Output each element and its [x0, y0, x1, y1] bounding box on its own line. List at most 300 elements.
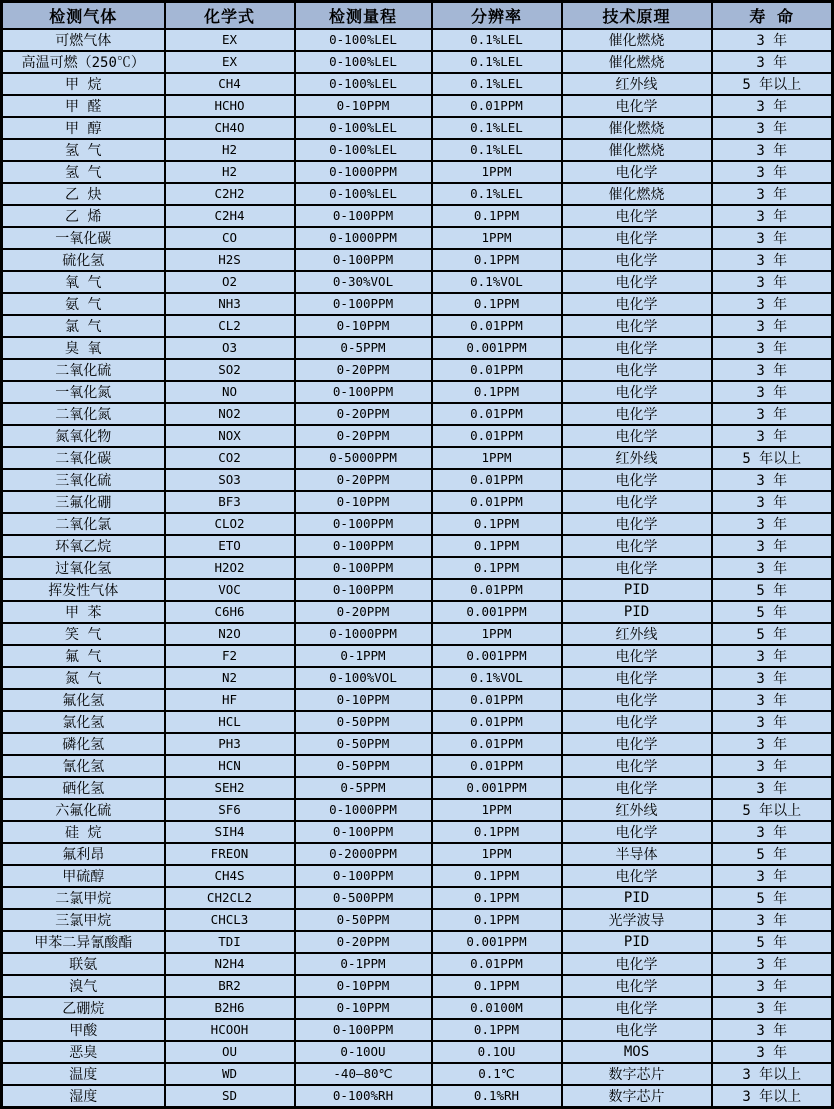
cell-resolution: 1PPM: [432, 623, 562, 645]
cell-formula: CH2CL2: [165, 887, 295, 909]
cell-gas: 乙硼烷: [2, 997, 165, 1019]
cell-formula: FREON: [165, 843, 295, 865]
cell-principle: 电化学: [562, 249, 712, 271]
cell-range: 0-100PPM: [295, 513, 432, 535]
cell-gas: 挥发性气体: [2, 579, 165, 601]
cell-resolution: 0.1PPM: [432, 535, 562, 557]
cell-principle: 电化学: [562, 777, 712, 799]
cell-resolution: 1PPM: [432, 799, 562, 821]
table-row: [2, 909, 833, 931]
table-row: [2, 293, 833, 315]
cell-resolution: 0.001PPM: [432, 777, 562, 799]
cell-gas: 甲 烷: [2, 73, 165, 95]
cell-resolution: 0.01PPM: [432, 689, 562, 711]
cell-principle: 电化学: [562, 425, 712, 447]
cell-gas: 臭 氧: [2, 337, 165, 359]
cell-formula: B2H6: [165, 997, 295, 1019]
cell-principle: 催化燃烧: [562, 183, 712, 205]
cell-formula: CL2: [165, 315, 295, 337]
cell-principle: 电化学: [562, 161, 712, 183]
cell-range: 0-10PPM: [295, 491, 432, 513]
cell-gas: 乙 炔: [2, 183, 165, 205]
cell-formula: N2H4: [165, 953, 295, 975]
cell-range: 0-10PPM: [295, 95, 432, 117]
table-row: [2, 139, 833, 161]
cell-formula: NO: [165, 381, 295, 403]
cell-gas: 氟 气: [2, 645, 165, 667]
cell-life: 3 年: [712, 711, 833, 733]
cell-gas: 甲 醇: [2, 117, 165, 139]
cell-gas: 乙 烯: [2, 205, 165, 227]
cell-resolution: 0.1%LEL: [432, 73, 562, 95]
cell-gas: 笑 气: [2, 623, 165, 645]
cell-formula: CLO2: [165, 513, 295, 535]
cell-range: 0-100%VOL: [295, 667, 432, 689]
cell-range: 0-20PPM: [295, 403, 432, 425]
cell-gas: 硒化氢: [2, 777, 165, 799]
cell-life: 5 年以上: [712, 447, 833, 469]
table-row: [2, 733, 833, 755]
cell-resolution: 0.1%LEL: [432, 183, 562, 205]
table-row: [2, 403, 833, 425]
cell-resolution: 0.1%VOL: [432, 271, 562, 293]
cell-principle: 电化学: [562, 271, 712, 293]
cell-life: 3 年: [712, 755, 833, 777]
cell-resolution: 0.1PPM: [432, 865, 562, 887]
cell-range: -40—80℃: [295, 1063, 432, 1085]
table-row: [2, 843, 833, 865]
table-row: [2, 29, 833, 51]
cell-range: 0-10PPM: [295, 997, 432, 1019]
cell-principle: 催化燃烧: [562, 29, 712, 51]
cell-life: 5 年: [712, 601, 833, 623]
table-row: [2, 161, 833, 183]
table-row: [2, 953, 833, 975]
cell-formula: HCHO: [165, 95, 295, 117]
table-row: [2, 359, 833, 381]
table-row: [2, 557, 833, 579]
cell-life: 3 年以上: [712, 1063, 833, 1085]
table-row: [2, 579, 833, 601]
cell-range: 0-50PPM: [295, 733, 432, 755]
cell-gas: 二氧化氮: [2, 403, 165, 425]
cell-range: 0-100PPM: [295, 579, 432, 601]
cell-gas: 甲酸: [2, 1019, 165, 1041]
cell-resolution: 0.01PPM: [432, 733, 562, 755]
cell-life: 3 年: [712, 469, 833, 491]
table-row: [2, 469, 833, 491]
cell-range: 0-10PPM: [295, 975, 432, 997]
cell-life: 3 年: [712, 425, 833, 447]
cell-gas: 氢 气: [2, 161, 165, 183]
table-row: [2, 865, 833, 887]
cell-gas: 二氧化氯: [2, 513, 165, 535]
header-cell-principle: 技术原理: [562, 2, 712, 29]
cell-formula: BR2: [165, 975, 295, 997]
cell-range: 0-2000PPM: [295, 843, 432, 865]
cell-resolution: 0.1PPM: [432, 887, 562, 909]
table-row: [2, 975, 833, 997]
table-row: [2, 777, 833, 799]
cell-principle: 电化学: [562, 469, 712, 491]
cell-gas: 氮 气: [2, 667, 165, 689]
cell-principle: 电化学: [562, 865, 712, 887]
cell-principle: 红外线: [562, 447, 712, 469]
cell-range: 0-100%LEL: [295, 51, 432, 73]
table-row: [2, 95, 833, 117]
header-cell-resolution: 分辨率: [432, 2, 562, 29]
table-row: [2, 711, 833, 733]
cell-gas: 氟化氢: [2, 689, 165, 711]
cell-range: 0-5PPM: [295, 337, 432, 359]
cell-resolution: 0.01PPM: [432, 403, 562, 425]
cell-resolution: 1PPM: [432, 161, 562, 183]
table-row: [2, 821, 833, 843]
cell-life: 3 年: [712, 1041, 833, 1063]
cell-gas: 环氧乙烷: [2, 535, 165, 557]
cell-range: 0-100PPM: [295, 865, 432, 887]
cell-principle: 电化学: [562, 1019, 712, 1041]
cell-formula: ETO: [165, 535, 295, 557]
cell-gas: 磷化氢: [2, 733, 165, 755]
cell-range: 0-1PPM: [295, 953, 432, 975]
table-row: [2, 645, 833, 667]
cell-life: 3 年: [712, 293, 833, 315]
cell-principle: 催化燃烧: [562, 117, 712, 139]
table-row: [2, 997, 833, 1019]
cell-principle: 电化学: [562, 711, 712, 733]
cell-formula: EX: [165, 51, 295, 73]
cell-range: 0-100%LEL: [295, 183, 432, 205]
cell-resolution: 0.01PPM: [432, 469, 562, 491]
table-row: [2, 799, 833, 821]
cell-resolution: 0.1PPM: [432, 909, 562, 931]
cell-life: 3 年: [712, 557, 833, 579]
cell-principle: 红外线: [562, 799, 712, 821]
cell-gas: 三氧化硫: [2, 469, 165, 491]
cell-range: 0-5PPM: [295, 777, 432, 799]
cell-gas: 恶臭: [2, 1041, 165, 1063]
table-body: [2, 29, 833, 1108]
cell-principle: 电化学: [562, 755, 712, 777]
cell-formula: N2O: [165, 623, 295, 645]
cell-formula: WD: [165, 1063, 295, 1085]
cell-gas: 六氟化硫: [2, 799, 165, 821]
cell-formula: SD: [165, 1085, 295, 1108]
cell-principle: PID: [562, 887, 712, 909]
cell-gas: 甲硫醇: [2, 865, 165, 887]
cell-life: 3 年: [712, 535, 833, 557]
cell-life: 3 年: [712, 733, 833, 755]
cell-life: 3 年: [712, 953, 833, 975]
table-row: [2, 183, 833, 205]
cell-gas: 氯化氢: [2, 711, 165, 733]
cell-range: 0-50PPM: [295, 755, 432, 777]
table-row: [2, 117, 833, 139]
cell-gas: 硅 烷: [2, 821, 165, 843]
cell-formula: HCN: [165, 755, 295, 777]
cell-gas: 氨 气: [2, 293, 165, 315]
cell-gas: 过氧化氢: [2, 557, 165, 579]
cell-range: 0-1000PPM: [295, 227, 432, 249]
cell-life: 3 年: [712, 205, 833, 227]
cell-formula: O2: [165, 271, 295, 293]
cell-formula: BF3: [165, 491, 295, 513]
cell-principle: 电化学: [562, 733, 712, 755]
cell-gas: 氢 气: [2, 139, 165, 161]
cell-formula: SF6: [165, 799, 295, 821]
header-cell-range: 检测量程: [295, 2, 432, 29]
table-header: [2, 2, 833, 29]
cell-range: 0-10OU: [295, 1041, 432, 1063]
cell-gas: 硫化氢: [2, 249, 165, 271]
table-row: [2, 1085, 833, 1108]
cell-principle: 电化学: [562, 293, 712, 315]
cell-gas: 温度: [2, 1063, 165, 1085]
cell-life: 3 年: [712, 95, 833, 117]
cell-life: 3 年: [712, 51, 833, 73]
cell-formula: NO2: [165, 403, 295, 425]
cell-resolution: 0.01PPM: [432, 315, 562, 337]
cell-principle: 电化学: [562, 821, 712, 843]
cell-range: 0-100%LEL: [295, 73, 432, 95]
table-row: [2, 689, 833, 711]
cell-gas: 可燃气体: [2, 29, 165, 51]
cell-gas: 甲苯二异氰酸酯: [2, 931, 165, 953]
table-row: [2, 1041, 833, 1063]
cell-principle: 电化学: [562, 227, 712, 249]
cell-range: 0-1PPM: [295, 645, 432, 667]
cell-life: 3 年: [712, 997, 833, 1019]
cell-life: 3 年: [712, 689, 833, 711]
cell-resolution: 0.1PPM: [432, 205, 562, 227]
cell-principle: 催化燃烧: [562, 51, 712, 73]
cell-range: 0-10PPM: [295, 689, 432, 711]
header-cell-life: 寿 命: [712, 2, 833, 29]
cell-resolution: 0.01PPM: [432, 359, 562, 381]
cell-formula: PH3: [165, 733, 295, 755]
cell-principle: 电化学: [562, 381, 712, 403]
cell-principle: PID: [562, 579, 712, 601]
table-row: [2, 931, 833, 953]
cell-life: 3 年: [712, 491, 833, 513]
cell-life: 5 年: [712, 623, 833, 645]
cell-formula: C6H6: [165, 601, 295, 623]
cell-formula: C2H2: [165, 183, 295, 205]
cell-gas: 氟利昂: [2, 843, 165, 865]
cell-formula: NH3: [165, 293, 295, 315]
cell-formula: HCL: [165, 711, 295, 733]
cell-life: 3 年: [712, 271, 833, 293]
cell-gas: 二氧化碳: [2, 447, 165, 469]
cell-resolution: 0.01PPM: [432, 711, 562, 733]
table-row: [2, 601, 833, 623]
cell-gas: 溴气: [2, 975, 165, 997]
cell-resolution: 0.1%LEL: [432, 139, 562, 161]
cell-life: 3 年: [712, 777, 833, 799]
cell-range: 0-50PPM: [295, 909, 432, 931]
header-cell-gas: 检测气体: [2, 2, 165, 29]
cell-resolution: 0.1%RH: [432, 1085, 562, 1108]
cell-principle: 电化学: [562, 205, 712, 227]
cell-range: 0-100PPM: [295, 1019, 432, 1041]
cell-life: 3 年: [712, 513, 833, 535]
cell-gas: 氮氧化物: [2, 425, 165, 447]
cell-gas: 氰化氢: [2, 755, 165, 777]
cell-life: 3 年: [712, 865, 833, 887]
cell-range: 0-100PPM: [295, 205, 432, 227]
cell-resolution: 0.01PPM: [432, 579, 562, 601]
table-row: [2, 337, 833, 359]
cell-life: 3 年: [712, 909, 833, 931]
cell-life: 3 年: [712, 359, 833, 381]
table-row: [2, 205, 833, 227]
cell-resolution: 1PPM: [432, 227, 562, 249]
cell-principle: MOS: [562, 1041, 712, 1063]
cell-gas: 二氯甲烷: [2, 887, 165, 909]
cell-formula: CO2: [165, 447, 295, 469]
table-row: [2, 447, 833, 469]
cell-resolution: 0.0100M: [432, 997, 562, 1019]
table-row: [2, 73, 833, 95]
cell-life: 3 年: [712, 183, 833, 205]
cell-resolution: 0.1%LEL: [432, 51, 562, 73]
cell-resolution: 0.01PPM: [432, 491, 562, 513]
header-row: [2, 2, 833, 29]
cell-resolution: 0.1PPM: [432, 975, 562, 997]
cell-resolution: 0.01PPM: [432, 755, 562, 777]
cell-principle: 数字芯片: [562, 1063, 712, 1085]
cell-principle: 电化学: [562, 315, 712, 337]
cell-resolution: 0.1%VOL: [432, 667, 562, 689]
cell-principle: 红外线: [562, 73, 712, 95]
cell-range: 0-100%LEL: [295, 139, 432, 161]
cell-resolution: 1PPM: [432, 447, 562, 469]
cell-gas: 氧 气: [2, 271, 165, 293]
cell-principle: 电化学: [562, 403, 712, 425]
table-row: [2, 755, 833, 777]
cell-principle: 电化学: [562, 95, 712, 117]
cell-principle: 电化学: [562, 513, 712, 535]
cell-gas: 三氯甲烷: [2, 909, 165, 931]
cell-life: 5 年以上: [712, 799, 833, 821]
cell-range: 0-1000PPM: [295, 623, 432, 645]
cell-resolution: 0.001PPM: [432, 645, 562, 667]
cell-life: 5 年: [712, 931, 833, 953]
cell-range: 0-20PPM: [295, 469, 432, 491]
cell-formula: HF: [165, 689, 295, 711]
cell-resolution: 0.1PPM: [432, 821, 562, 843]
cell-range: 0-1000PPM: [295, 161, 432, 183]
cell-principle: 红外线: [562, 623, 712, 645]
cell-principle: 催化燃烧: [562, 139, 712, 161]
cell-formula: SO2: [165, 359, 295, 381]
table-row: [2, 51, 833, 73]
cell-life: 3 年: [712, 1019, 833, 1041]
cell-life: 5 年: [712, 843, 833, 865]
cell-formula: CH4O: [165, 117, 295, 139]
cell-range: 0-20PPM: [295, 359, 432, 381]
cell-life: 3 年: [712, 645, 833, 667]
cell-formula: CH4S: [165, 865, 295, 887]
cell-formula: C2H4: [165, 205, 295, 227]
cell-resolution: 0.01PPM: [432, 95, 562, 117]
cell-resolution: 1PPM: [432, 843, 562, 865]
cell-gas: 甲 苯: [2, 601, 165, 623]
table-row: [2, 425, 833, 447]
cell-life: 3 年: [712, 117, 833, 139]
cell-resolution: 0.1PPM: [432, 249, 562, 271]
cell-range: 0-100PPM: [295, 381, 432, 403]
cell-formula: H2: [165, 161, 295, 183]
cell-resolution: 0.01PPM: [432, 425, 562, 447]
cell-life: 3 年: [712, 821, 833, 843]
cell-formula: CH4: [165, 73, 295, 95]
cell-resolution: 0.1OU: [432, 1041, 562, 1063]
cell-formula: SEH2: [165, 777, 295, 799]
cell-range: 0-5000PPM: [295, 447, 432, 469]
cell-formula: CHCL3: [165, 909, 295, 931]
cell-range: 0-20PPM: [295, 931, 432, 953]
cell-resolution: 0.001PPM: [432, 337, 562, 359]
cell-formula: VOC: [165, 579, 295, 601]
cell-life: 3 年以上: [712, 1085, 833, 1108]
table-row: [2, 623, 833, 645]
cell-formula: H2S: [165, 249, 295, 271]
cell-resolution: 0.1%LEL: [432, 117, 562, 139]
cell-gas: 一氧化氮: [2, 381, 165, 403]
cell-formula: HCOOH: [165, 1019, 295, 1041]
cell-resolution: 0.001PPM: [432, 931, 562, 953]
cell-range: 0-1000PPM: [295, 799, 432, 821]
cell-range: 0-20PPM: [295, 425, 432, 447]
cell-principle: 半导体: [562, 843, 712, 865]
cell-gas: 二氧化硫: [2, 359, 165, 381]
cell-range: 0-30%VOL: [295, 271, 432, 293]
cell-principle: PID: [562, 931, 712, 953]
cell-range: 0-100PPM: [295, 821, 432, 843]
table-row: [2, 1019, 833, 1041]
cell-principle: 电化学: [562, 557, 712, 579]
table-row: [2, 381, 833, 403]
cell-life: 5 年以上: [712, 73, 833, 95]
cell-principle: 电化学: [562, 953, 712, 975]
cell-principle: 电化学: [562, 645, 712, 667]
cell-life: 3 年: [712, 249, 833, 271]
cell-gas: 高温可燃（250℃）: [2, 51, 165, 73]
cell-range: 0-100PPM: [295, 293, 432, 315]
cell-resolution: 0.1PPM: [432, 557, 562, 579]
cell-life: 5 年: [712, 887, 833, 909]
cell-principle: 电化学: [562, 535, 712, 557]
cell-life: 3 年: [712, 139, 833, 161]
cell-formula: SIH4: [165, 821, 295, 843]
table-row: [2, 271, 833, 293]
cell-life: 3 年: [712, 315, 833, 337]
cell-formula: SO3: [165, 469, 295, 491]
cell-range: 0-500PPM: [295, 887, 432, 909]
table-row: [2, 535, 833, 557]
cell-life: 3 年: [712, 161, 833, 183]
table-row: [2, 249, 833, 271]
cell-principle: 电化学: [562, 997, 712, 1019]
cell-gas: 甲 醛: [2, 95, 165, 117]
cell-principle: 电化学: [562, 359, 712, 381]
cell-gas: 三氟化硼: [2, 491, 165, 513]
cell-formula: OU: [165, 1041, 295, 1063]
cell-range: 0-10PPM: [295, 315, 432, 337]
cell-formula: TDI: [165, 931, 295, 953]
